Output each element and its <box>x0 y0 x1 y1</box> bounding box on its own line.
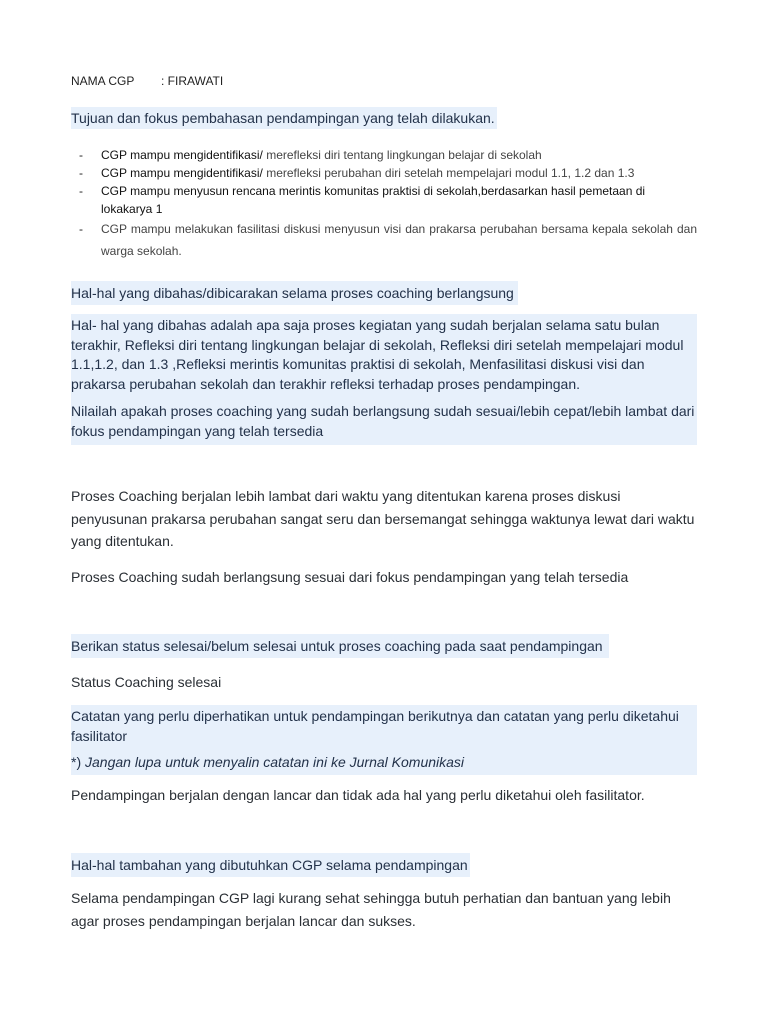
assessment-prompt: Nilailah apakah proses coaching yang sudah berlangsung sudah sesuai/lebih cepat/lebih lambat dari fokus pendampingan yang telah tersedia <box>71 403 695 439</box>
name-value: : FIRAWATI <box>161 74 224 88</box>
notes-prompt: Catatan yang perlu diperhatikan untuk pendampingan berikutnya dan catatan yang perlu diketahui fasilitator <box>71 708 679 744</box>
list-item-text: CGP mampu melakukan fasilitasi diskusi menyusun visi dan prakarsa perubahan bersama kepala sekolah dan warga sekolah. <box>101 222 697 258</box>
name-row <box>71 74 223 88</box>
section-heading-goals: Tujuan dan fokus pembahasan pendampingan yang telah dilakukan. <box>71 107 497 129</box>
reminder-marker: *) <box>71 754 82 770</box>
list-dash: - <box>79 222 83 236</box>
assessment-answer: Proses Coaching berjalan lebih lambat dari waktu yang ditentukan karena proses diskusi penyusunan prakarsa perubahan sangat seru dan bersemangat sehingga waktunya lewat dari waktu yang ditentukan. <box>71 488 695 549</box>
reminder-text: Jangan lupa untuk menyalin catatan ini ke Jurnal Komunikasi <box>81 754 465 770</box>
goals-list <box>79 146 697 262</box>
list-item-strong: CGP mampu mengidentifikasi/ <box>101 148 263 162</box>
list-dash: - <box>79 148 83 162</box>
list-item <box>79 182 697 218</box>
section-heading-status: Berikan status selesai/belum selesai untuk proses coaching pada saat pendampingan <box>71 634 609 658</box>
discussed-box <box>71 314 697 445</box>
list-item-strong: CGP mampu menyusun rencana merintis komunitas praktisi di sekolah,berdasarkan hasil pemetaan di lokakarya 1 <box>101 184 646 216</box>
list-item <box>79 164 697 182</box>
discussed-paragraph: Hal- hal yang dibahas adalah apa saja proses kegiatan yang sudah berjalan selama satu bulan terakhir, Refleksi diri tentang lingkungan belajar di sekolah, Refleksi diri setelah mempelajari modul 1.1,1.2, dan 1.3 ,Refleksi merintis komunitas praktisi di sekolah, Menfasilitasi diskusi visi dan prakarsa perubahan sekolah dan terakhir refleksi terhadap proses pendampingan. <box>71 317 684 392</box>
additional-answer: Selama pendampingan CGP lagi kurang sehat sehingga butuh perhatian dan bantuan yang lebih agar proses pendampingan berjalan lancar dan sukses. <box>71 890 671 929</box>
notes-answer: Pendampingan berjalan dengan lancar dan tidak ada hal yang perlu diketahui oleh fasilitator. <box>71 787 645 803</box>
list-item-strong: CGP mampu mengidentifikasi/ <box>101 166 263 180</box>
notes-reminder <box>71 753 697 773</box>
list-dash: - <box>79 166 83 180</box>
section-heading-additional: Hal-hal tambahan yang dibutuhkan CGP selama pendampingan <box>71 853 470 877</box>
name-label: NAMA CGP <box>71 74 135 88</box>
status-text: Status Coaching selesai <box>71 674 222 690</box>
section-heading-discussed: Hal-hal yang dibahas/dibicarakan selama proses coaching berlangsung <box>71 281 518 305</box>
assessment-answer-2: Proses Coaching sudah berlangsung sesuai dari fokus pendampingan yang telah tersedia <box>71 569 629 585</box>
list-item <box>79 218 697 262</box>
list-dash: - <box>79 184 83 198</box>
notes-box <box>71 705 697 775</box>
list-item-text: merefleksi diri tentang lingkungan belajar di sekolah <box>262 148 542 162</box>
list-item <box>79 146 697 164</box>
list-item-text: merefleksi perubahan diri setelah mempelajari modul 1.1, 1.2 dan 1.3 <box>262 166 635 180</box>
